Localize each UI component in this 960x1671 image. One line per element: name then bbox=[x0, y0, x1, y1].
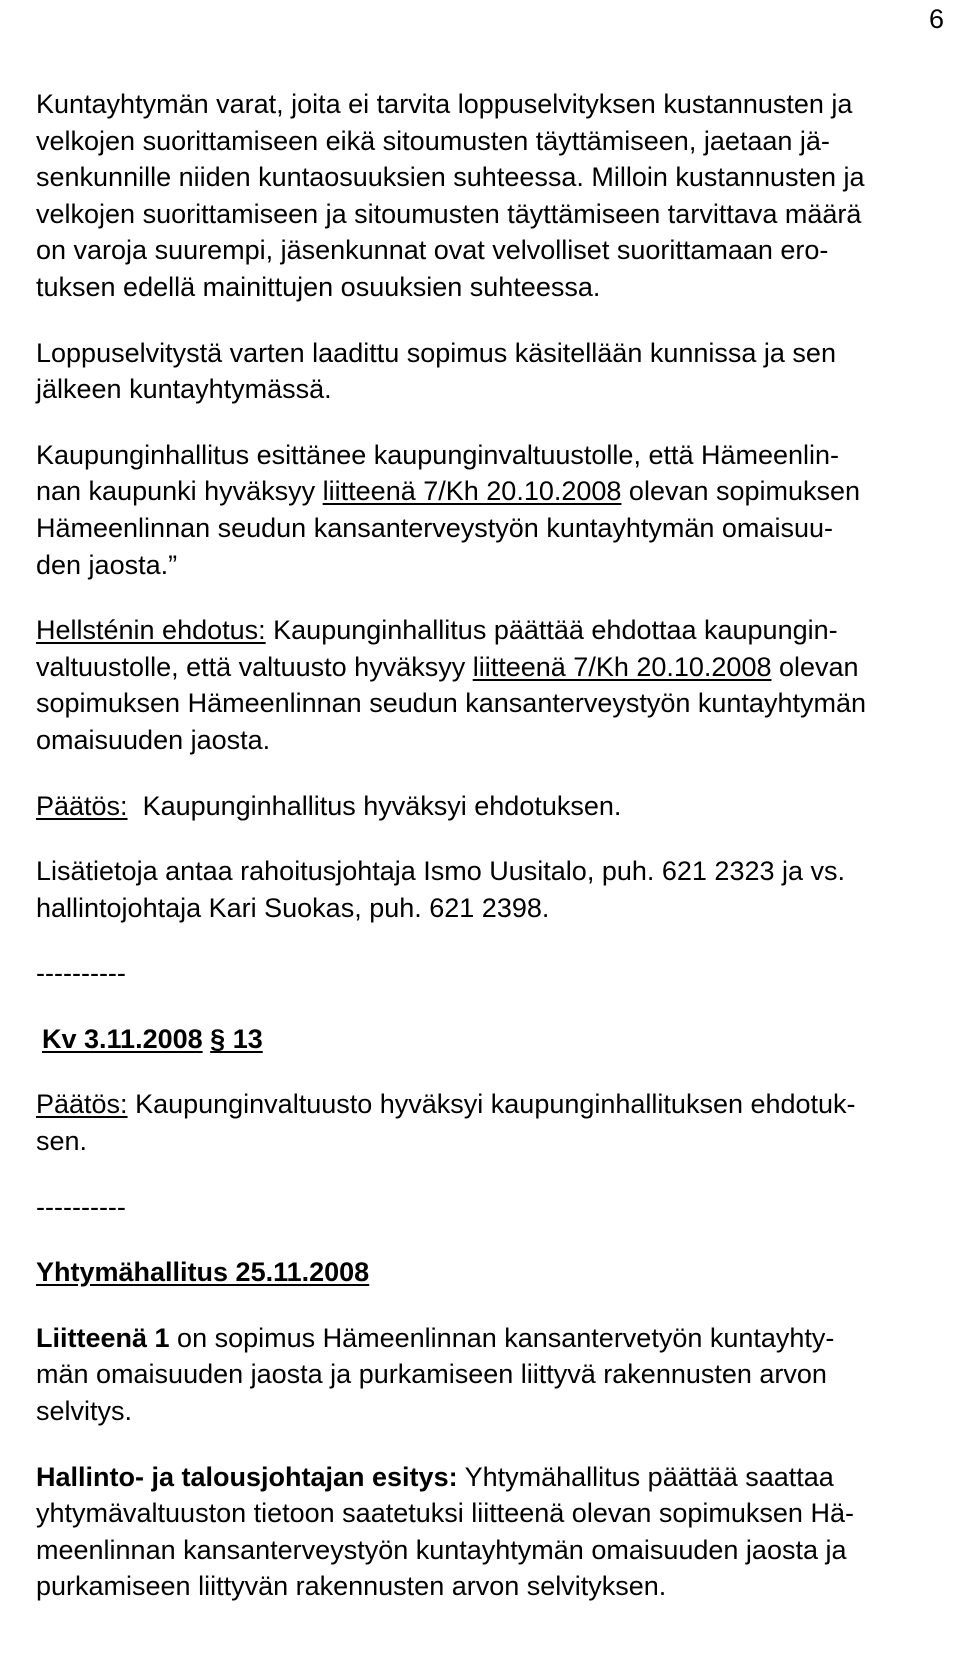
text-line: sen. bbox=[36, 1126, 88, 1157]
text-line: tuksen edellä mainittujen osuuksien suhteessa. bbox=[36, 271, 601, 302]
text-line: män omaisuuden jaosta ja purkamiseen liittyvä rakennusten arvon bbox=[36, 1359, 827, 1390]
text-line bbox=[36, 612, 936, 649]
text-segment: Yhtymähallitus päättää saattaa bbox=[457, 1461, 834, 1492]
paragraph-council-decision bbox=[36, 1086, 936, 1159]
text-segment: nan kaupunki hyväksyy bbox=[36, 476, 323, 507]
text-line: purkamiseen liittyvän rakennusten arvon selvityksen. bbox=[36, 1571, 667, 1602]
text-segment: on sopimus Hämeenlinnan kansantervetyön kuntayhty- bbox=[169, 1322, 835, 1353]
text-line: Loppuselvitystä varten laadittu sopimus käsitellään kunnissa ja sen bbox=[36, 337, 836, 368]
board-heading bbox=[36, 1254, 936, 1291]
text-line bbox=[36, 649, 936, 686]
page-number: 6 bbox=[928, 4, 944, 34]
text-line: Kaupunginhallitus esittänee kaupunginvaltuustolle, että Hämeenlin- bbox=[36, 439, 840, 470]
text-line: omaisuuden jaosta. bbox=[36, 724, 271, 755]
document-body bbox=[36, 86, 936, 1605]
council-section: § 13 bbox=[210, 1023, 263, 1054]
paragraph-final-report bbox=[36, 335, 936, 408]
proposal-label: Hellsténin ehdotus: bbox=[36, 615, 266, 646]
board-heading-text: Yhtymähallitus 25.11.2008 bbox=[36, 1257, 370, 1288]
separator bbox=[36, 1189, 936, 1226]
text-line bbox=[36, 1021, 936, 1058]
text-segment: olevan sopimuksen bbox=[621, 476, 861, 507]
attachment-label: Liitteenä 1 bbox=[36, 1322, 170, 1353]
text-line bbox=[36, 473, 936, 510]
text-line: sopimuksen Hämeenlinnan seudun kansanterveystyön kuntayhtymän bbox=[36, 688, 866, 719]
text-line: senkunnille niiden kuntaosuuksien suhteessa. Milloin kustannusten ja bbox=[36, 162, 865, 193]
separator bbox=[36, 955, 936, 992]
text-line: velkojen suorittamiseen eikä sitoumusten täyttämiseen, jaetaan jä- bbox=[36, 125, 830, 156]
text-segment: valtuustolle, että valtuusto hyväksyy bbox=[36, 651, 473, 682]
council-date: Kv 3.11.2008 bbox=[42, 1023, 203, 1054]
attachment-link[interactable]: liitteenä 7/Kh 20.10.2008 bbox=[472, 651, 772, 682]
text-line: jälkeen kuntayhtymässä. bbox=[36, 374, 332, 405]
text-segment: Kaupunginhallitus päättää ehdottaa kaupungin- bbox=[265, 615, 838, 646]
paragraph-contact-info bbox=[36, 853, 936, 926]
proposal-label: Hallinto- ja talousjohtajan esitys: bbox=[36, 1461, 458, 1492]
council-heading bbox=[36, 1021, 936, 1058]
text-line bbox=[36, 1320, 936, 1357]
text-line: selvitys. bbox=[36, 1396, 133, 1427]
text-segment: Kaupunginhallitus hyväksyi ehdotuksen. bbox=[127, 790, 622, 821]
separator-dashes: ---------- bbox=[36, 958, 126, 989]
text-line bbox=[36, 788, 936, 825]
text-line: Hämeenlinnan seudun kansanterveystyön kuntayhtymän omaisuu- bbox=[36, 512, 833, 543]
text-line: Lisätietoja antaa rahoitusjohtaja Ismo Uusitalo, puh. 621 2323 ja vs. bbox=[36, 856, 846, 887]
paragraph-city-board-proposal bbox=[36, 437, 936, 583]
attachment-link[interactable]: liitteenä 7/Kh 20.10.2008 bbox=[322, 476, 622, 507]
text-line: hallintojohtaja Kari Suokas, puh. 621 2398. bbox=[36, 892, 550, 923]
text-line: on varoja suurempi, jäsenkunnat ovat velvolliset suorittamaan ero- bbox=[36, 235, 829, 266]
text-segment: olevan bbox=[771, 651, 859, 682]
paragraph-attachment bbox=[36, 1320, 936, 1430]
text-line: meenlinnan kansanterveystyön kuntayhtymän omaisuuden jaosta ja bbox=[36, 1534, 847, 1565]
text-line bbox=[36, 1086, 936, 1123]
paragraph-hellsten-proposal bbox=[36, 612, 936, 758]
text-line: den jaosta.” bbox=[36, 549, 178, 580]
paragraph-city-board-decision bbox=[36, 788, 936, 825]
text-line: yhtymävaltuuston tietoon saatetuksi liitteenä olevan sopimuksen Hä- bbox=[36, 1498, 854, 1529]
decision-label: Päätös: bbox=[36, 1089, 128, 1120]
text-segment: Kaupunginvaltuusto hyväksyi kaupunginhallituksen ehdotuk- bbox=[127, 1089, 856, 1120]
paragraph-assets-distribution bbox=[36, 86, 936, 306]
paragraph-director-proposal bbox=[36, 1459, 936, 1605]
text-line: Kuntayhtymän varat, joita ei tarvita loppuselvityksen kustannusten ja bbox=[36, 89, 853, 119]
decision-label: Päätös: bbox=[36, 790, 128, 821]
separator-dashes: ---------- bbox=[36, 1191, 126, 1222]
text-line bbox=[36, 1459, 936, 1496]
text-line: velkojen suorittamiseen ja sitoumusten täyttämiseen tarvittava määrä bbox=[36, 198, 862, 229]
